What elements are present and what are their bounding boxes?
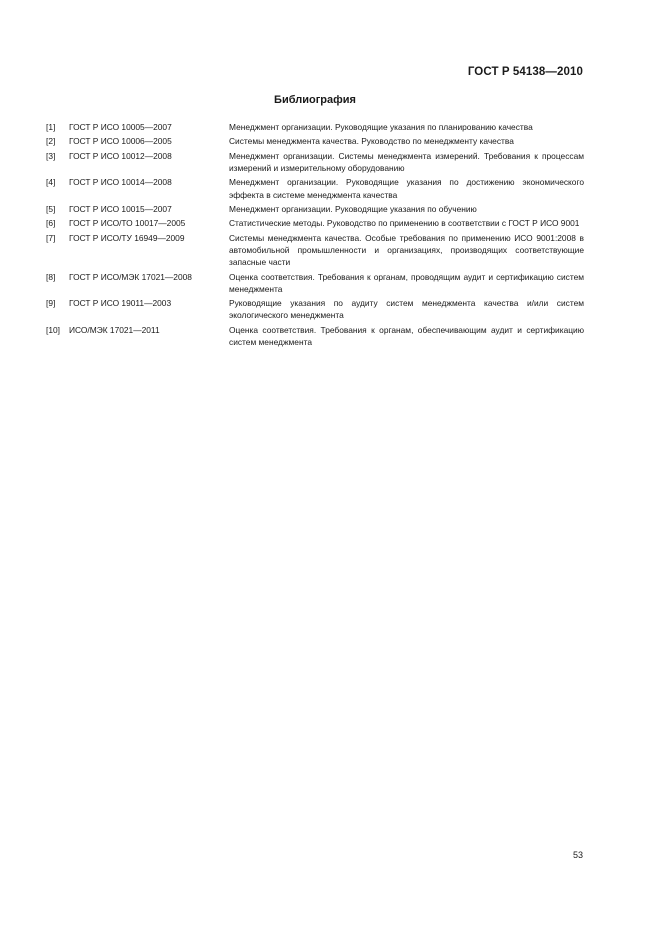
bibliography-entry — [46, 121, 584, 133]
entry-number: [7] — [46, 232, 56, 243]
entry-document: ГОСТ Р ИСО 10015—2007 — [69, 203, 172, 214]
entry-document: ГОСТ Р ИСО 10014—2008 — [69, 177, 172, 188]
entry-number: [4] — [46, 177, 56, 188]
entry-number: [8] — [46, 271, 56, 282]
bibliography-list — [46, 121, 584, 350]
entry-description: Системы менеджмента качества. Руководство по менеджменту качества — [229, 136, 514, 147]
entry-document: ИСО/МЭК 17021—2011 — [69, 324, 160, 335]
entry-number: [9] — [46, 298, 56, 309]
bibliography-entry — [46, 324, 584, 348]
entry-document: ГОСТ Р ИСО 19011—2003 — [69, 298, 172, 309]
entry-description: Менеджмент организации. Системы менеджмента измерений. Требования к процессам измерений и измерительному оборудованию — [229, 150, 584, 173]
entry-document: ГОСТ Р ИСО 10005—2007 — [69, 122, 172, 132]
bibliography-entry — [46, 150, 584, 174]
entry-document: ГОСТ Р ИСО 10012—2008 — [69, 150, 172, 161]
bibliography-entry — [46, 297, 584, 321]
entry-document: ГОСТ Р ИСО/ТУ 16949—2009 — [69, 232, 185, 243]
bibliography-entry — [46, 232, 584, 269]
entry-description: Статистические методы. Руководство по применению в соответствии с ГОСТ Р ИСО 9001 — [229, 218, 580, 229]
entry-number: [3] — [46, 150, 56, 161]
bibliography-entry — [46, 135, 584, 147]
bibliography-entry — [46, 203, 584, 215]
entry-description: Менеджмент организации. Руководящие указания по обучению — [229, 203, 477, 214]
entry-document: ГОСТ Р ИСО/МЭК 17021—2008 — [69, 271, 192, 282]
entry-document: ГОСТ Р ИСО 10006—2005 — [69, 136, 172, 147]
entry-document: ГОСТ Р ИСО/ТО 10017—2005 — [69, 218, 186, 229]
page-number: 53 — [572, 850, 583, 860]
entry-number: [2] — [46, 136, 56, 147]
entry-description: Менеджмент организации. Руководящие указания по достижению экономического эффекта в системе менеджмента качества — [229, 177, 584, 200]
bibliography-entry — [46, 217, 584, 229]
entry-number: [6] — [46, 218, 56, 229]
entry-description: Системы менеджмента качества. Особые требования по применению ИСО 9001:2008 в автомобильной промышленности и организациях, производящих соответствующие запасные части — [229, 232, 584, 268]
document-code: ГОСТ Р 54138—2010 — [467, 66, 583, 78]
entry-description: Менеджмент организации. Руководящие указания по планированию качества — [229, 122, 533, 132]
bibliography-entry — [46, 271, 584, 295]
bibliography-entry — [46, 176, 584, 200]
entry-number: [1] — [46, 122, 56, 132]
entry-description: Оценка соответствия. Требования к органам, проводящим аудит и сертификацию систем менеджмента — [229, 271, 584, 294]
entry-number: [10] — [46, 324, 60, 335]
entry-description: Оценка соответствия. Требования к органам, обеспечивающим аудит и сертификацию систем менеджмента — [229, 324, 584, 347]
entry-description: Руководящие указания по аудиту систем менеджмента качества и/или систем экологического менеджмента — [229, 298, 584, 321]
entry-number: [5] — [46, 203, 56, 214]
section-title: Библиография — [274, 94, 356, 106]
